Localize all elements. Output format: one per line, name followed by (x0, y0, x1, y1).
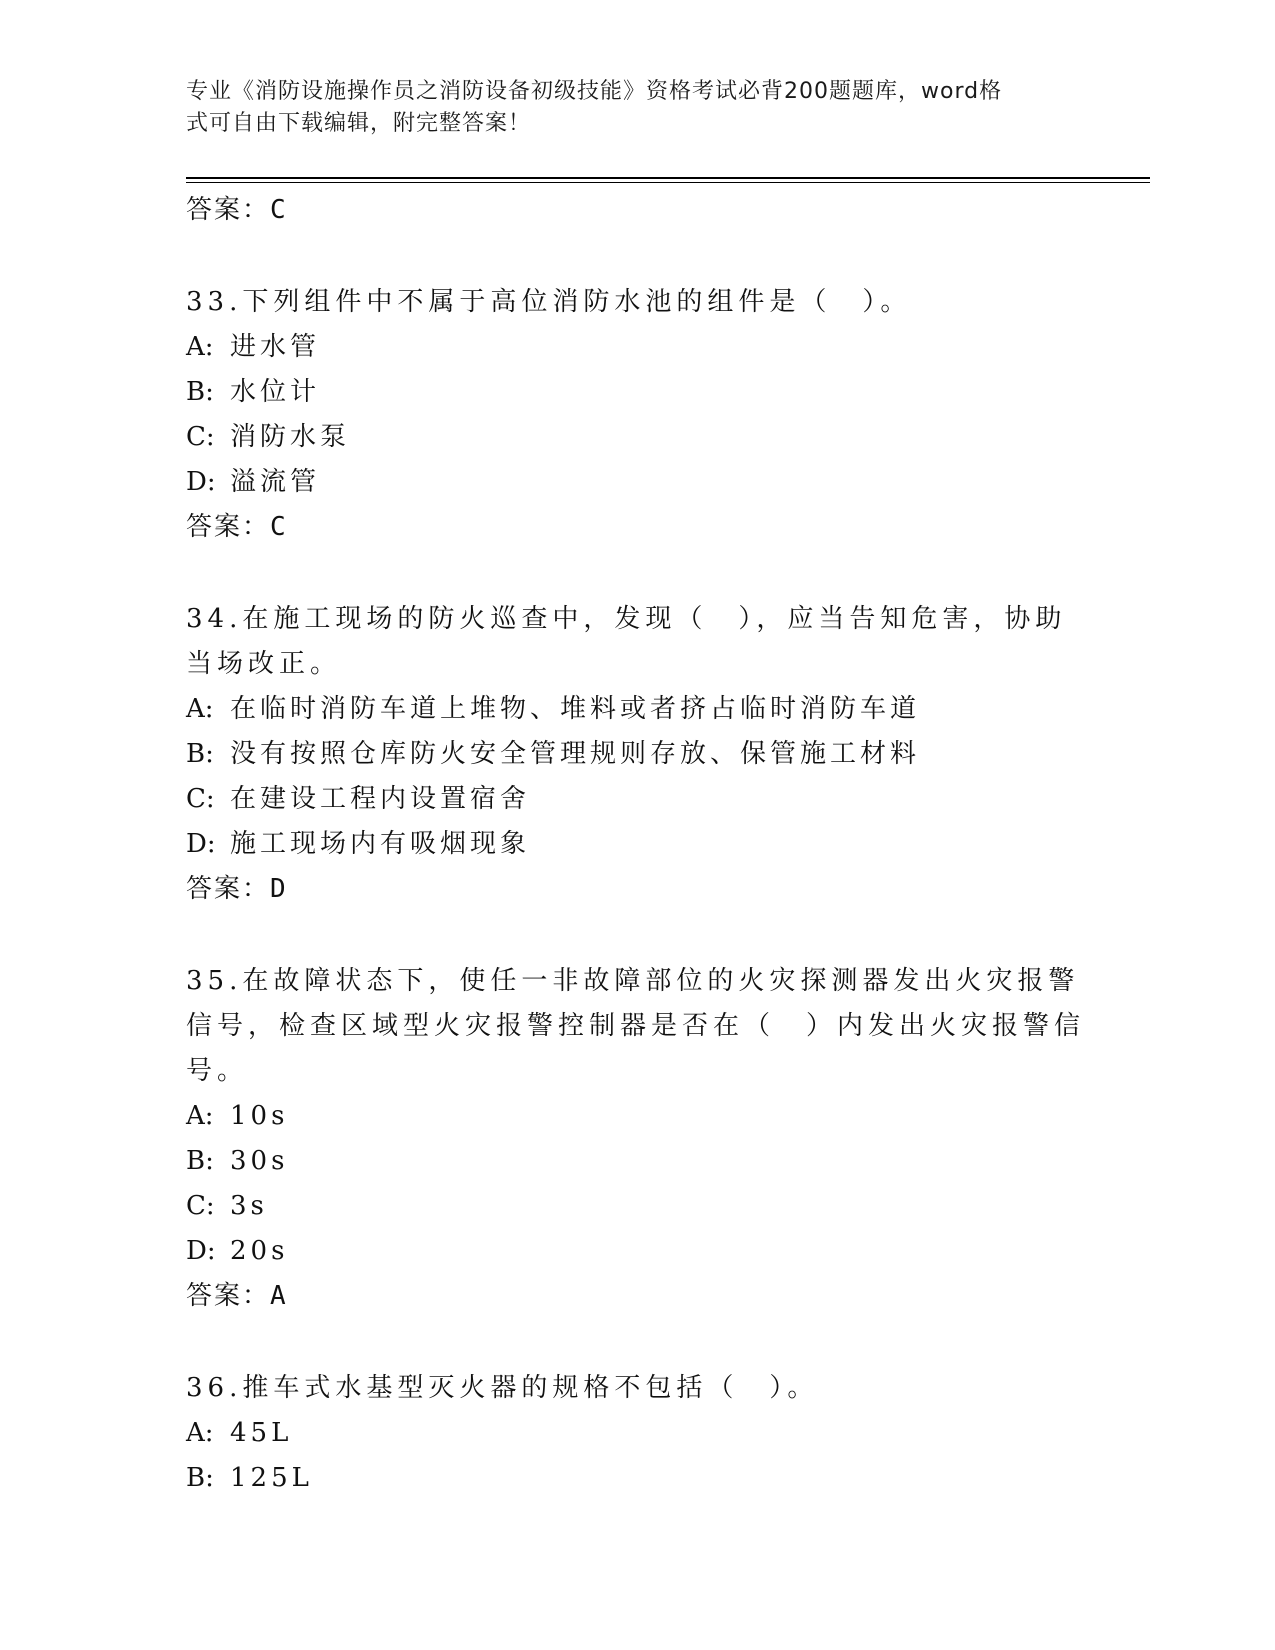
answer-value: D (270, 874, 287, 904)
option-text: 消防水泵 (230, 422, 351, 452)
question-34 (186, 597, 1086, 911)
option-a (186, 1411, 1086, 1456)
option-c (186, 415, 1086, 460)
option-d (186, 460, 1086, 505)
answer-value: A (270, 1281, 287, 1311)
option-key: D: (186, 1236, 216, 1266)
option-d (186, 1229, 1086, 1274)
option-key: A: (186, 332, 214, 362)
option-text: 在临时消防车道上堆物、堆料或者挤占临时消防车道 (230, 694, 921, 724)
option-key: C: (186, 1191, 215, 1221)
option-key: A: (186, 694, 214, 724)
question-stem: 35.在故障状态下，使任一非故障部位的火灾探测器发出火灾报警信号，检查区域型火灾报警控制器是否在（ ）内发出火灾报警信号。 (186, 966, 1086, 1086)
option-b (186, 1456, 1086, 1501)
answer-label: 答案： (186, 1281, 271, 1311)
option-text: 进水管 (230, 332, 321, 362)
option-text: 45L (230, 1418, 293, 1448)
option-text: 施工现场内有吸烟现象 (230, 829, 531, 859)
question-stem: 36.推车式水基型灭火器的规格不包括（ ）。 (186, 1373, 819, 1403)
header-line-2: 式可自由下载编辑，附完整答案！ (186, 111, 532, 136)
option-a (186, 1094, 1086, 1139)
document-header (186, 76, 1066, 140)
answer-label: 答案： (186, 874, 271, 904)
option-key: A: (186, 1101, 214, 1131)
option-key: B: (186, 377, 214, 407)
option-text: 125L (230, 1463, 313, 1493)
question-list (186, 188, 1086, 1501)
answer-label: 答案： (186, 512, 271, 542)
option-b (186, 732, 1086, 777)
option-key: B: (186, 1463, 214, 1493)
answer-line (186, 188, 1086, 232)
answer-line (186, 1274, 1086, 1318)
header-line-1: 专业《消防设施操作员之消防设备初级技能》资格考试必背200题题库，word格 (186, 79, 1003, 104)
option-key: C: (186, 422, 215, 452)
option-key: D: (186, 829, 216, 859)
option-a (186, 325, 1086, 370)
header-divider-thin (186, 182, 1150, 183)
option-text: 溢流管 (230, 467, 321, 497)
option-d (186, 822, 1086, 867)
option-text: 10s (230, 1101, 289, 1131)
option-b (186, 370, 1086, 415)
question-33 (186, 280, 1086, 549)
option-a (186, 687, 1086, 732)
option-c (186, 777, 1086, 822)
header-divider (186, 177, 1150, 179)
option-text: 30s (230, 1146, 289, 1176)
answer-value: C (270, 512, 287, 542)
option-key: A: (186, 1418, 214, 1448)
option-key: B: (186, 1146, 214, 1176)
question-stem: 34.在施工现场的防火巡查中，发现（ ），应当告知危害，协助当场改正。 (186, 604, 1067, 679)
question-36 (186, 1366, 1086, 1501)
option-key: C: (186, 784, 215, 814)
answer-value: C (270, 195, 287, 225)
option-text: 在建设工程内设置宿舍 (230, 784, 531, 814)
question-stem: 33.下列组件中不属于高位消防水池的组件是（ ）。 (186, 287, 912, 317)
answer-label: 答案： (186, 195, 271, 225)
answer-line (186, 505, 1086, 549)
option-text: 没有按照仓库防火安全管理规则存放、保管施工材料 (230, 739, 921, 769)
option-c (186, 1184, 1086, 1229)
option-text: 3s (230, 1191, 268, 1221)
option-text: 20s (230, 1236, 289, 1266)
option-key: B: (186, 739, 214, 769)
option-key: D: (186, 467, 216, 497)
option-text: 水位计 (230, 377, 321, 407)
question-35 (186, 959, 1086, 1318)
answer-line (186, 867, 1086, 911)
option-b (186, 1139, 1086, 1184)
